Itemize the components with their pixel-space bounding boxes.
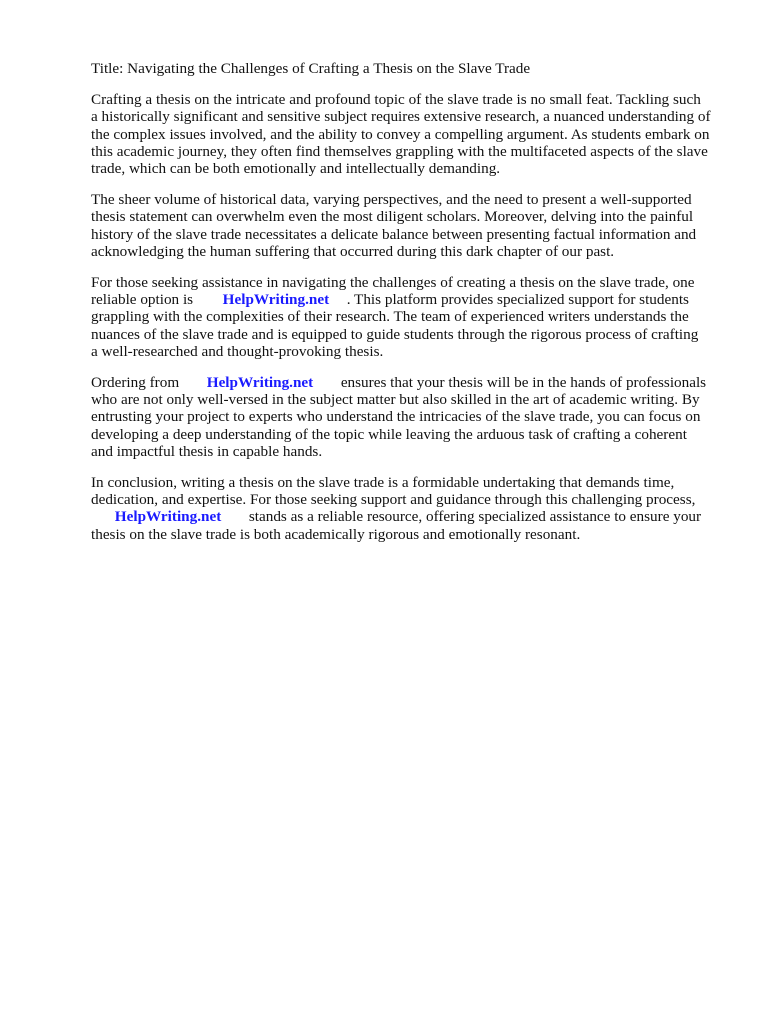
paragraph-line	[91, 374, 727, 391]
helpwriting-link[interactable]: HelpWriting.net	[222, 291, 330, 309]
paragraph-line: In conclusion, writing a thesis on the slave trade is a formidable undertaking that demands time,	[91, 474, 675, 492]
paragraph-ordering	[91, 374, 727, 460]
paragraph-line: developing a deep understanding of the topic while leaving the arduous task of crafting a coherent	[91, 425, 687, 443]
line-text: . This platform provides specialized support for students	[346, 291, 689, 309]
paragraph-line: For those seeking assistance in navigating the challenges of creating a thesis on the slave trade, one	[91, 274, 695, 292]
paragraph-line: thesis statement can overwhelm even the most diligent scholars. Moreover, delving into the painful	[91, 208, 694, 226]
paragraph-line: history of the slave trade necessitates a delicate balance between presenting factual information and	[91, 225, 697, 243]
paragraph-line: trade, which can be both emotionally and intellectually demanding.	[91, 160, 501, 178]
paragraph-line: nuances of the slave trade and is equipped to guide students through the rigorous process of crafting	[91, 325, 699, 343]
paragraph-line: a historically significant and sensitive subject requires extensive research, a nuanced understanding of	[91, 108, 711, 126]
paragraph-volume	[91, 191, 727, 260]
paragraph-line: dedication, and expertise. For those seeking support and guidance through this challenging process,	[91, 491, 696, 509]
paragraph-line: grappling with the complexities of their research. The team of experienced writers understands the	[91, 308, 689, 326]
paragraph-intro	[91, 91, 727, 177]
line-text: reliable option is	[91, 291, 194, 309]
paragraph-line	[91, 508, 727, 525]
line-text: ensures that your thesis will be in the hands of professionals	[340, 374, 707, 392]
paragraph-line: Crafting a thesis on the intricate and profound topic of the slave trade is no small feat. Tackling such	[91, 91, 701, 109]
paragraph-line: this academic journey, they often find themselves grappling with the multifaceted aspects of the slave	[91, 142, 708, 160]
document-page	[91, 60, 727, 557]
paragraph-line: a well-researched and thought-provoking thesis.	[91, 342, 384, 360]
helpwriting-link[interactable]: HelpWriting.net	[206, 374, 314, 392]
document-title: Title: Navigating the Challenges of Crafting a Thesis on the Slave Trade	[91, 60, 531, 77]
paragraph-line: who are not only well-versed in the subject matter but also skilled in the art of academic writing. By	[91, 391, 700, 409]
line-text: stands as a reliable resource, offering specialized assistance to ensure your	[248, 508, 702, 526]
paragraph-assistance	[91, 274, 727, 360]
paragraph-conclusion	[91, 474, 727, 543]
paragraph-line: the complex issues involved, and the ability to convey a compelling argument. As students embark on	[91, 125, 710, 143]
line-text: Ordering from	[91, 374, 180, 392]
paragraph-line: entrusting your project to experts who understand the intricacies of the slave trade, you can focus on	[91, 408, 701, 426]
paragraph-line	[91, 291, 727, 308]
paragraph-line: acknowledging the human suffering that occurred during this dark chapter of our past.	[91, 242, 615, 260]
paragraph-line: thesis on the slave trade is both academically rigorous and emotionally resonant.	[91, 525, 581, 543]
paragraph-line: and impactful thesis in capable hands.	[91, 442, 323, 460]
helpwriting-link[interactable]: HelpWriting.net	[114, 508, 222, 526]
paragraph-line: The sheer volume of historical data, varying perspectives, and the need to present a well-supported	[91, 191, 692, 209]
